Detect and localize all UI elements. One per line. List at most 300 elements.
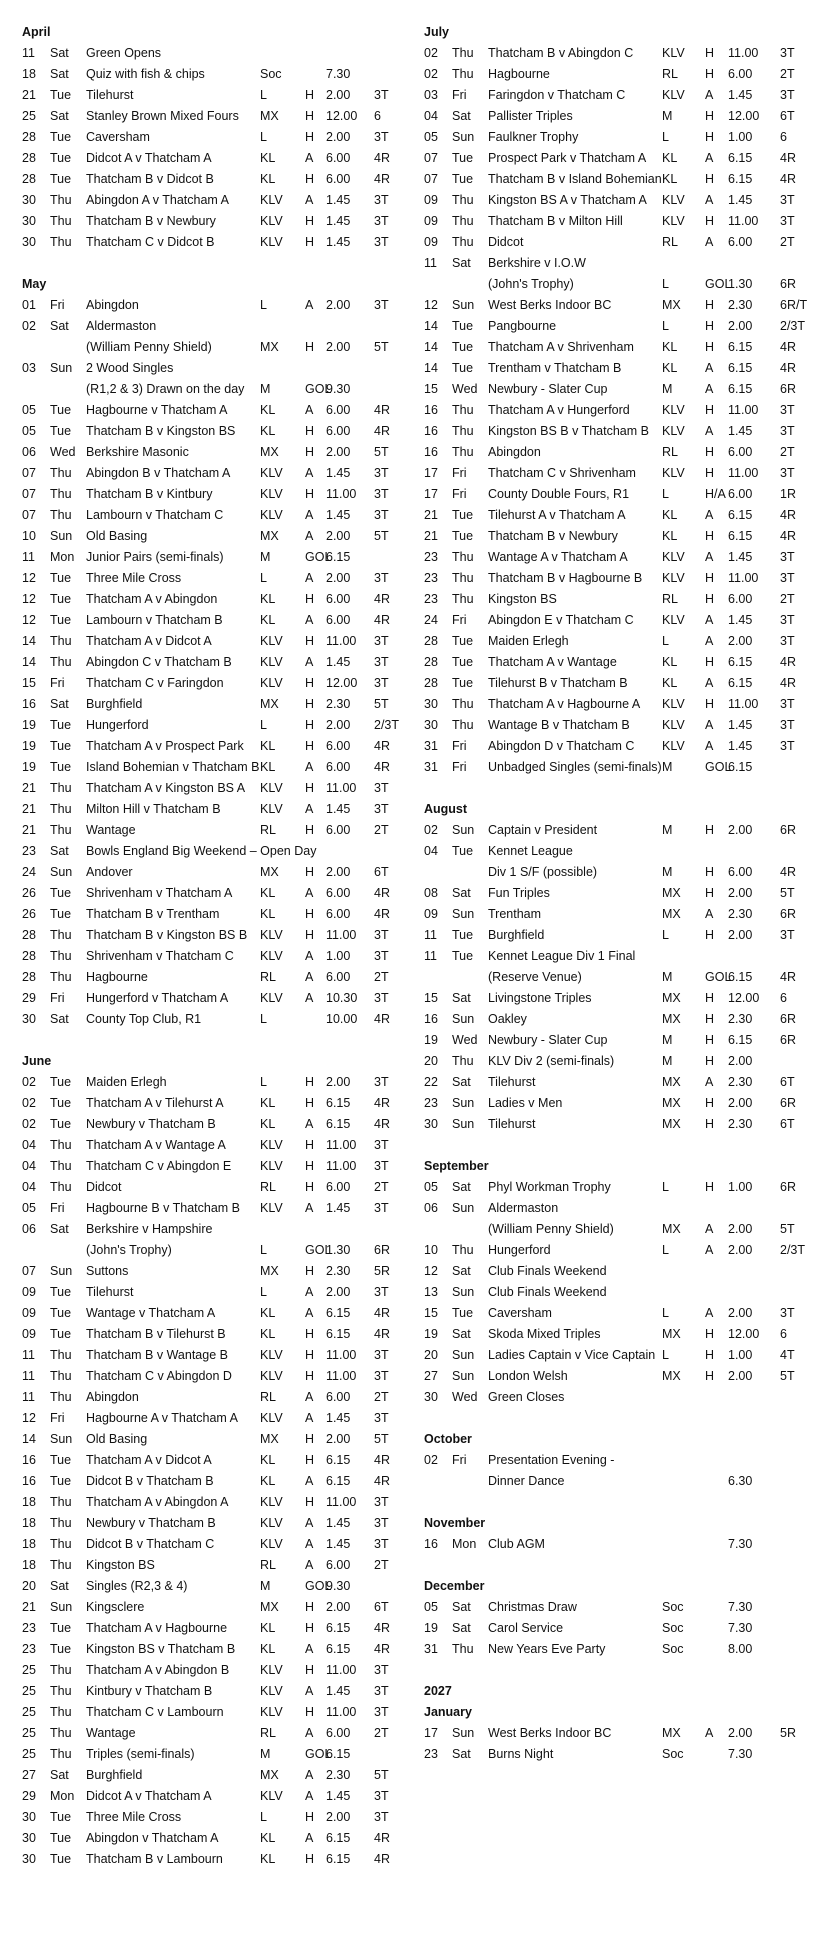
event-type: RL: [260, 1180, 276, 1194]
event-date: 19: [22, 718, 36, 732]
event-weekday: Fri: [50, 991, 65, 1005]
event-name: Tilehurst: [86, 88, 134, 102]
event-type: RL: [662, 235, 678, 249]
event-venue: H: [305, 1810, 315, 1824]
event-time: 1.00: [728, 1348, 753, 1362]
event-weekday: Fri: [452, 466, 467, 480]
event-date: 14: [22, 634, 36, 648]
event-weekday: Wed: [50, 445, 76, 459]
event-type: MX: [260, 109, 279, 123]
event-row: [22, 1765, 402, 1786]
event-time: 6.15: [728, 676, 753, 690]
event-time: 1.30: [326, 1243, 351, 1257]
event-format: 3T: [780, 466, 795, 480]
event-row: [424, 673, 804, 694]
event-date: 24: [424, 613, 438, 627]
event-row: [424, 148, 804, 169]
event-name: Carol Service: [488, 1621, 564, 1635]
event-time: 1.00: [728, 1180, 753, 1194]
event-date: 30: [22, 1810, 36, 1824]
event-name: Livingstone Triples: [488, 991, 592, 1005]
event-date: 23: [22, 1621, 36, 1635]
event-venue: H: [705, 319, 715, 333]
event-venue: A: [705, 88, 714, 102]
event-weekday: Sat: [452, 1075, 471, 1089]
event-name: London Welsh: [488, 1369, 568, 1383]
event-date: 14: [22, 1432, 36, 1446]
event-row: [424, 526, 804, 547]
event-weekday: Thu: [50, 1390, 72, 1404]
event-weekday: Thu: [452, 718, 474, 732]
event-weekday: Thu: [452, 67, 474, 81]
event-name: Thatcham B v Newbury: [86, 214, 216, 228]
event-weekday: Thu: [50, 802, 72, 816]
event-time: 1.45: [326, 1201, 351, 1215]
event-type: MX: [662, 1117, 681, 1131]
event-venue: H: [705, 466, 715, 480]
event-format: 4R: [374, 1474, 390, 1488]
event-weekday: Thu: [452, 592, 474, 606]
event-venue: H: [305, 487, 315, 501]
event-weekday: Tue: [452, 319, 474, 333]
event-row: [424, 841, 804, 883]
event-type: KLV: [260, 949, 283, 963]
event-weekday: Thu: [50, 1747, 72, 1761]
event-name: West Berks Indoor BC: [488, 298, 612, 312]
event-venue: H: [705, 1369, 715, 1383]
event-time: 6.00: [326, 760, 351, 774]
event-weekday: Sun: [452, 1096, 475, 1110]
event-format: 4R: [374, 1306, 390, 1320]
event-format: 3T: [374, 1369, 389, 1383]
event-weekday: Thu: [50, 1180, 72, 1194]
event-venue: H: [305, 1264, 315, 1278]
event-time: 6.15: [326, 1852, 351, 1866]
event-row: [22, 442, 402, 463]
event-date: 26: [22, 907, 36, 921]
event-venue: H: [305, 88, 315, 102]
month-heading: November: [424, 1516, 486, 1530]
event-date: 23: [424, 1747, 438, 1761]
event-type: L: [260, 1285, 267, 1299]
event-venue: GOL: [305, 550, 332, 564]
event-format: 3T: [780, 214, 795, 228]
event-format: 3T: [374, 1684, 389, 1698]
event-time: 2.00: [326, 130, 351, 144]
event-format: 4R: [374, 760, 390, 774]
event-weekday: Mon: [50, 550, 75, 564]
event-type: Soc: [662, 1600, 684, 1614]
event-date: 25: [22, 1726, 36, 1740]
event-weekday: Thu: [50, 487, 72, 501]
event-weekday: Sun: [50, 529, 73, 543]
event-row: [22, 1450, 402, 1471]
event-row: [22, 190, 402, 211]
event-date: 30: [22, 235, 36, 249]
event-name: Kingston BS A v Thatcham A: [488, 193, 647, 207]
event-row: [424, 1240, 804, 1261]
event-row: [22, 1366, 402, 1387]
event-row: [424, 1051, 804, 1072]
event-weekday: Tue: [50, 1306, 72, 1320]
event-format: 5R: [374, 1264, 390, 1278]
event-date: 16: [424, 403, 438, 417]
event-type: L: [662, 1306, 669, 1320]
event-type: RL: [260, 1558, 276, 1572]
event-type: KL: [260, 1621, 276, 1635]
event-type: L: [662, 1180, 669, 1194]
event-name: Thatcham B v Newbury: [488, 529, 618, 543]
event-format: 4R: [374, 1453, 390, 1467]
event-time: 1.45: [326, 1411, 351, 1425]
event-type: RL: [260, 823, 276, 837]
event-date: 06: [22, 1222, 36, 1236]
event-name: Thatcham A v Prospect Park: [86, 739, 244, 753]
event-name: Kingston BS: [488, 592, 557, 606]
event-format: 6: [780, 130, 787, 144]
event-time: 1.30: [728, 277, 753, 291]
event-time: 2.00: [728, 1096, 753, 1110]
event-date: 04: [22, 1138, 36, 1152]
event-date: 21: [424, 529, 438, 543]
event-name: Wantage B v Thatcham B: [488, 718, 630, 732]
event-venue: A: [305, 1768, 314, 1782]
event-weekday: Tue: [452, 949, 474, 963]
event-type: MX: [260, 445, 279, 459]
event-name: Green Opens: [86, 46, 162, 60]
event-name: Island Bohemian v Thatcham B: [86, 760, 260, 774]
event-time: 1.00: [728, 130, 753, 144]
event-venue: A: [305, 970, 314, 984]
event-type: KL: [662, 508, 678, 522]
event-venue: H: [705, 403, 715, 417]
event-name: Wantage A v Thatcham A: [488, 550, 628, 564]
event-type: KLV: [662, 550, 685, 564]
event-type: KL: [260, 1306, 276, 1320]
event-name: West Berks Indoor BC: [488, 1726, 612, 1740]
event-time: 10.00: [326, 1012, 358, 1026]
event-row: [424, 442, 804, 463]
event-weekday: Thu: [50, 214, 72, 228]
event-weekday: Tue: [50, 1852, 72, 1866]
event-row: [424, 169, 804, 190]
event-time: 2.30: [326, 1768, 351, 1782]
event-venue: H: [305, 781, 315, 795]
event-name: Kintbury v Thatcham B: [86, 1684, 213, 1698]
event-row: [424, 127, 804, 148]
event-name: Club Finals Weekend: [488, 1285, 607, 1299]
event-name: Prospect Park v Thatcham A: [488, 151, 647, 165]
event-row: [22, 148, 402, 169]
event-row: [22, 1177, 402, 1198]
event-date: 04: [424, 844, 438, 858]
event-venue: H: [705, 655, 715, 669]
event-weekday: Thu: [50, 1159, 72, 1173]
event-name: Thatcham A v Abingdon: [86, 592, 218, 606]
event-format: 3T: [374, 571, 389, 585]
event-venue: H: [705, 109, 715, 123]
event-name: Faringdon v Thatcham C: [488, 88, 626, 102]
event-weekday: Thu: [452, 214, 474, 228]
event-date: 23: [424, 571, 438, 585]
event-weekday: Tue: [50, 172, 72, 186]
month-heading: 2027: [424, 1684, 452, 1698]
month-section: [22, 1051, 402, 1870]
event-time: 11.00: [326, 781, 357, 795]
event-type: Soc: [662, 1621, 684, 1635]
event-format: 5T: [780, 1222, 795, 1236]
event-type: KL: [260, 592, 276, 606]
event-row: [22, 358, 402, 400]
event-date: 20: [22, 1579, 36, 1593]
event-time: 11.00: [326, 928, 357, 942]
event-time: 6.00: [326, 1390, 351, 1404]
event-row: [424, 358, 804, 379]
event-time: 12.00: [728, 1327, 760, 1341]
event-weekday: Thu: [50, 193, 72, 207]
event-date: 14: [424, 340, 438, 354]
event-time: 7.30: [728, 1537, 753, 1551]
event-row: [424, 1387, 804, 1408]
event-type: KLV: [260, 928, 283, 942]
event-venue: H: [305, 1663, 315, 1677]
event-name: Thatcham B v Hagbourne B: [488, 571, 643, 585]
event-date: 30: [424, 718, 438, 732]
event-format: 3T: [374, 88, 389, 102]
event-format: 4R: [780, 865, 796, 879]
event-time: 1.45: [326, 1516, 351, 1530]
event-venue: A: [305, 1516, 314, 1530]
event-row: [22, 1114, 402, 1135]
event-weekday: Thu: [452, 1243, 474, 1257]
event-format: 3T: [374, 1495, 389, 1509]
event-row: [424, 547, 804, 568]
event-time: 2.00: [728, 1243, 753, 1257]
event-weekday: Fri: [452, 613, 467, 627]
event-time: 1.45: [728, 193, 753, 207]
event-name: Thatcham A v Wantage: [488, 655, 617, 669]
event-type: L: [260, 1075, 267, 1089]
event-format: 2T: [780, 592, 795, 606]
event-venue: A: [305, 1117, 314, 1131]
event-weekday: Fri: [452, 739, 467, 753]
event-venue: A: [305, 1390, 314, 1404]
event-format: 3T: [780, 634, 795, 648]
event-date: 30: [424, 1117, 438, 1131]
event-date: 09: [424, 907, 438, 921]
event-time: 12.00: [728, 109, 760, 123]
event-name: Suttons: [86, 1264, 129, 1278]
event-format: 3T: [374, 1789, 389, 1803]
event-row: [22, 1702, 402, 1723]
event-row: [22, 757, 402, 778]
event-name: Three Mile Cross: [86, 571, 182, 585]
event-type: KLV: [662, 46, 685, 60]
event-venue: H: [705, 1012, 715, 1026]
month-section: [22, 274, 402, 1030]
event-weekday: Thu: [50, 1348, 72, 1362]
event-time: 11.00: [728, 46, 759, 60]
month-heading: June: [22, 1054, 52, 1068]
event-row: [22, 967, 402, 988]
event-time: 11.00: [728, 403, 759, 417]
event-name: Berkshire v Hampshire (John's Trophy): [86, 1222, 213, 1257]
event-venue: A: [305, 886, 314, 900]
event-time: 2.00: [326, 1075, 351, 1089]
event-weekday: Tue: [50, 571, 72, 585]
event-name: Tilehurst: [488, 1075, 536, 1089]
event-venue: A: [305, 571, 314, 585]
event-type: KLV: [662, 193, 685, 207]
event-format: 4R: [374, 1831, 390, 1845]
event-name: Presentation Evening - Dinner Dance: [488, 1453, 615, 1488]
event-row: [22, 295, 402, 316]
event-row: [22, 421, 402, 442]
event-type: KLV: [260, 1495, 283, 1509]
event-venue: A: [705, 739, 714, 753]
month-section: [424, 1702, 804, 1765]
event-type: KL: [260, 613, 276, 627]
event-name: Quiz with fish & chips: [86, 67, 205, 81]
event-weekday: Thu: [452, 424, 474, 438]
event-weekday: Thu: [50, 1558, 72, 1572]
event-date: 05: [424, 130, 438, 144]
event-name: Hungerford v Thatcham A: [86, 991, 229, 1005]
event-row: [424, 1198, 804, 1240]
event-date: 15: [424, 991, 438, 1005]
event-type: MX: [260, 529, 279, 543]
event-row: [22, 1828, 402, 1849]
event-date: 05: [22, 424, 36, 438]
event-name: Club Finals Weekend: [488, 1264, 607, 1278]
event-time: 11.00: [326, 1138, 357, 1152]
event-time: 6.00: [728, 445, 753, 459]
event-name: Aldermaston (William Penny Shield): [488, 1201, 614, 1236]
event-venue: H: [705, 1327, 715, 1341]
event-date: 11: [22, 1390, 35, 1404]
event-format: 1R: [780, 487, 796, 501]
event-name: Caversham: [86, 130, 150, 144]
event-date: 02: [22, 319, 36, 333]
event-row: [22, 1576, 402, 1597]
event-format: 3T: [374, 802, 389, 816]
event-name: Old Basing: [86, 1432, 148, 1446]
event-date: 28: [424, 634, 438, 648]
event-weekday: Thu: [50, 970, 72, 984]
event-name: Thatcham A v Tilehurst A: [86, 1096, 224, 1110]
event-type: KL: [260, 172, 276, 186]
event-name: County Double Fours, R1: [488, 487, 630, 501]
event-date: 16: [424, 1012, 438, 1026]
event-name: Berkshire Masonic: [86, 445, 189, 459]
event-venue: H: [705, 697, 715, 711]
event-date: 27: [424, 1369, 438, 1383]
event-format: 4R: [374, 592, 390, 606]
event-type: KLV: [260, 1789, 283, 1803]
event-date: 02: [22, 1096, 36, 1110]
event-time: 1.45: [326, 235, 351, 249]
event-row: [424, 43, 804, 64]
event-format: 3T: [374, 1138, 389, 1152]
event-name: Kingston BS v Thatcham B: [86, 1642, 236, 1656]
event-time: 6.15: [326, 1327, 351, 1341]
event-date: 16: [22, 1453, 36, 1467]
event-type: L: [662, 1243, 669, 1257]
event-date: 09: [22, 1327, 36, 1341]
event-venue: H/A: [705, 487, 726, 501]
event-format: 3T: [374, 781, 389, 795]
event-row: [22, 1261, 402, 1282]
event-type: Soc: [260, 67, 282, 81]
event-format: 2T: [374, 970, 389, 984]
event-row: [424, 1030, 804, 1051]
event-row: [22, 1303, 402, 1324]
event-venue: A: [305, 151, 314, 165]
event-type: KL: [260, 1831, 276, 1845]
event-name: Aldermaston (William Penny Shield): [86, 319, 212, 354]
event-type: KLV: [662, 718, 685, 732]
event-type: KL: [260, 1117, 276, 1131]
event-format: 3T: [374, 508, 389, 522]
event-date: 30: [424, 1390, 438, 1404]
event-venue: H: [305, 1327, 315, 1341]
event-row: [22, 1093, 402, 1114]
month-section: [22, 22, 402, 253]
event-type: KLV: [662, 739, 685, 753]
event-weekday: Thu: [50, 1663, 72, 1677]
event-type: KLV: [662, 571, 685, 585]
event-type: MX: [662, 1075, 681, 1089]
event-type: M: [662, 823, 673, 837]
event-name: Abingdon D v Thatcham C: [488, 739, 635, 753]
event-row: [22, 547, 402, 568]
event-row: [22, 652, 402, 673]
event-format: 3T: [374, 1705, 389, 1719]
event-weekday: Wed: [452, 1033, 478, 1047]
event-venue: A: [305, 508, 314, 522]
event-time: 6.15: [728, 655, 753, 669]
event-venue: H: [305, 445, 315, 459]
event-row: [22, 1723, 402, 1744]
event-time: 10.30: [326, 991, 358, 1005]
event-venue: A: [305, 298, 314, 312]
event-type: KL: [662, 655, 678, 669]
event-name: Thatcham B v Kintbury: [86, 487, 213, 501]
event-venue: H: [305, 1600, 315, 1614]
event-date: 16: [424, 445, 438, 459]
event-weekday: Fri: [50, 1201, 65, 1215]
event-time: 2.30: [728, 1117, 753, 1131]
event-date: 12: [22, 571, 36, 585]
event-weekday: Tue: [50, 424, 72, 438]
event-venue: A: [705, 382, 714, 396]
event-format: 4R: [374, 907, 390, 921]
event-name: Burghfield: [488, 928, 545, 942]
event-venue: A: [705, 1222, 714, 1236]
event-row: [22, 1429, 402, 1450]
event-type: KLV: [260, 781, 283, 795]
event-name: Didcot B v Thatcham C: [86, 1537, 215, 1551]
event-name: Thatcham A v Abingdon A: [86, 1495, 229, 1509]
event-time: 1.45: [326, 214, 351, 228]
event-weekday: Tue: [452, 676, 474, 690]
event-date: 16: [424, 1537, 438, 1551]
event-venue: H: [705, 1054, 715, 1068]
event-name: Thatcham A v Hagbourne: [86, 1621, 228, 1635]
event-venue: H: [705, 67, 715, 81]
event-time: 1.45: [728, 613, 753, 627]
event-weekday: Sat: [452, 1264, 471, 1278]
